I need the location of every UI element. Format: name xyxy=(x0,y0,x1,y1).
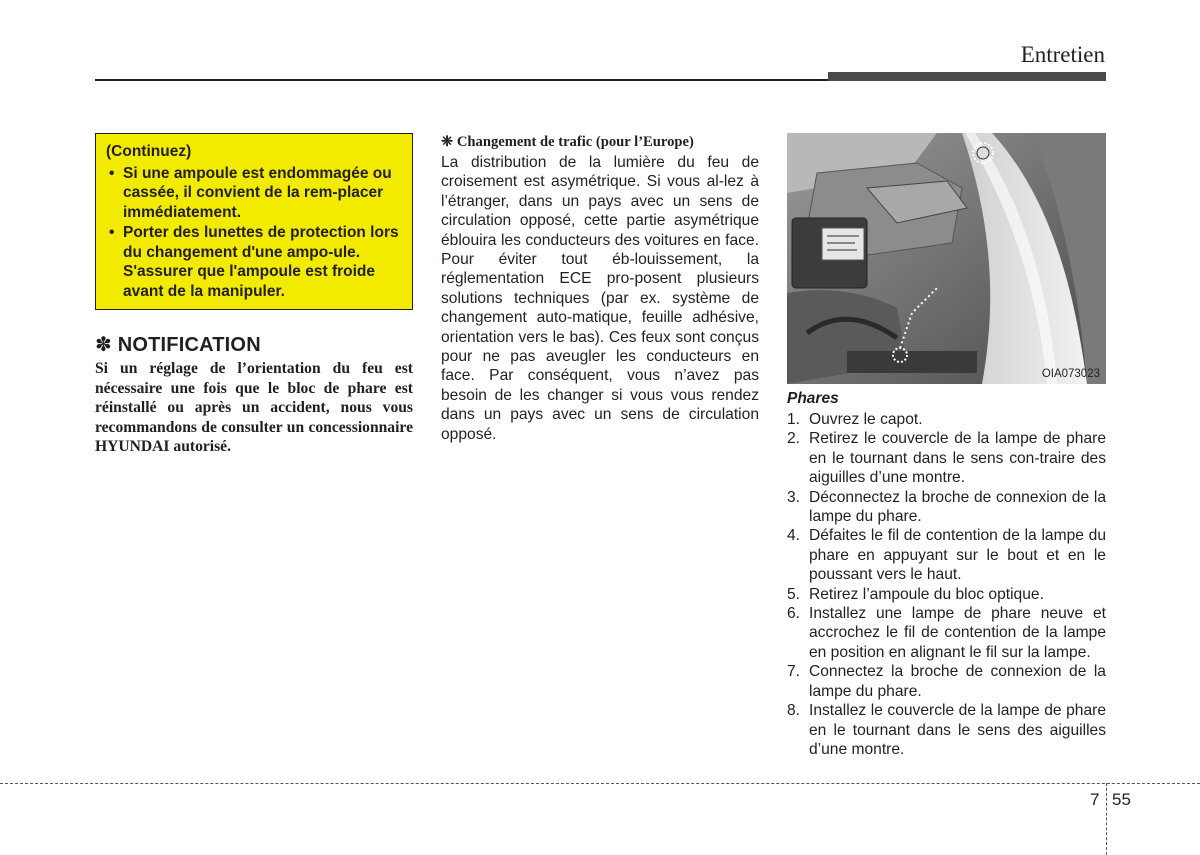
list-item xyxy=(787,604,1106,662)
list-item xyxy=(787,662,1106,701)
step-text: Installez le couvercle de la lampe de phare en le tournant dans le sens des aiguilles d’une montre. xyxy=(809,702,1106,758)
warning-item: • Si une ampoule est endommagée ou cassée, il convient de la rem-placer immédiatement. xyxy=(106,164,402,223)
header-rule-accent xyxy=(828,72,1106,81)
page-number: 55 xyxy=(1112,790,1131,809)
warning-item: • Porter des lunettes de protection lors du changement d'une ampo-ule. S'assurer que l'ampoule est froide avant de la manipuler. xyxy=(106,223,402,301)
step-number: 7. xyxy=(787,663,801,681)
notification-body: Si un réglage de l’orientation du feu est nécessaire une fois que le bloc de phare est réinstallé ou après un accident, nous vous recommandons de consulter un concessionnaire HYUNDAI autorisé. xyxy=(95,360,413,455)
section-title: Entretien xyxy=(1020,42,1105,67)
list-item xyxy=(787,410,1106,429)
page-number-divider xyxy=(1106,783,1107,855)
headlamp-section-title: Phares xyxy=(787,390,839,407)
notification-heading: ✽ NOTIFICATION xyxy=(95,334,261,356)
step-text: Retirez l’ampoule du bloc optique. xyxy=(809,585,1044,603)
chapter-number: 7 xyxy=(1090,790,1100,809)
step-number: 4. xyxy=(787,527,801,545)
step-number: 1. xyxy=(787,411,801,428)
warning-list xyxy=(106,164,402,302)
list-item xyxy=(787,701,1106,759)
list-item xyxy=(787,585,1106,604)
warning-box xyxy=(95,133,413,310)
photo-code: OIA073023 xyxy=(1041,368,1100,380)
footer-divider xyxy=(0,783,1200,784)
step-text: Ouvrez le capot. xyxy=(809,411,923,428)
header-rule xyxy=(95,79,830,81)
step-number: 3. xyxy=(787,488,801,506)
step-text: Déconnectez la broche de connexion de la lampe du phare. xyxy=(809,488,1106,526)
step-number: 6. xyxy=(787,605,801,623)
warning-continue-label: (Continuez) xyxy=(106,143,192,160)
step-text: Installez une lampe de phare neuve et accrochez le fil de contention de la lampe en position en alignant le fil sur la lampe. xyxy=(809,605,1106,661)
list-item xyxy=(787,429,1106,487)
step-number: 5. xyxy=(787,585,801,603)
list-item xyxy=(787,526,1106,584)
step-text: Retirez le couvercle de la lampe de phare en le tournant dans le sens con-traire des aiguilles d’une montre. xyxy=(809,430,1106,487)
headlamp-steps-list xyxy=(787,410,1106,759)
engine-bay-illustration xyxy=(787,133,1106,384)
traffic-change-heading: ❈ Changement de trafic (pour l’Europe) xyxy=(441,134,694,150)
step-number: 8. xyxy=(787,702,801,720)
engine-bay-photo xyxy=(787,133,1106,384)
step-text: Défaites le fil de contention de la lampe du phare en appuyant sur le bout et en le poussant vers le haut. xyxy=(809,527,1106,584)
step-text: Connectez la broche de connexion de la lampe du phare. xyxy=(809,663,1106,700)
traffic-change-body: La distribution de la lumière du feu de croisement est asymétrique. Si vous al-lez à l’étranger, dans un pays avec un sens de circulation opposé, cette partie asymétrique éblouira les conducteurs des voitures en face. Pour éviter tout éb-louissement, la réglementation ECE pro-posent plusieurs solutions techniques (par ex. système de changement auto-matique, feuille adhésive, orientation vers le bas). Ces feux sont conçus pour ne pas aveugler les conducteurs en face. Par conséquent, vous n’avez pas besoin de les changer si vous vous rendez dans un pays avec un sens de circulation opposé. xyxy=(441,154,759,443)
step-number: 2. xyxy=(787,430,801,448)
list-item xyxy=(787,488,1106,527)
